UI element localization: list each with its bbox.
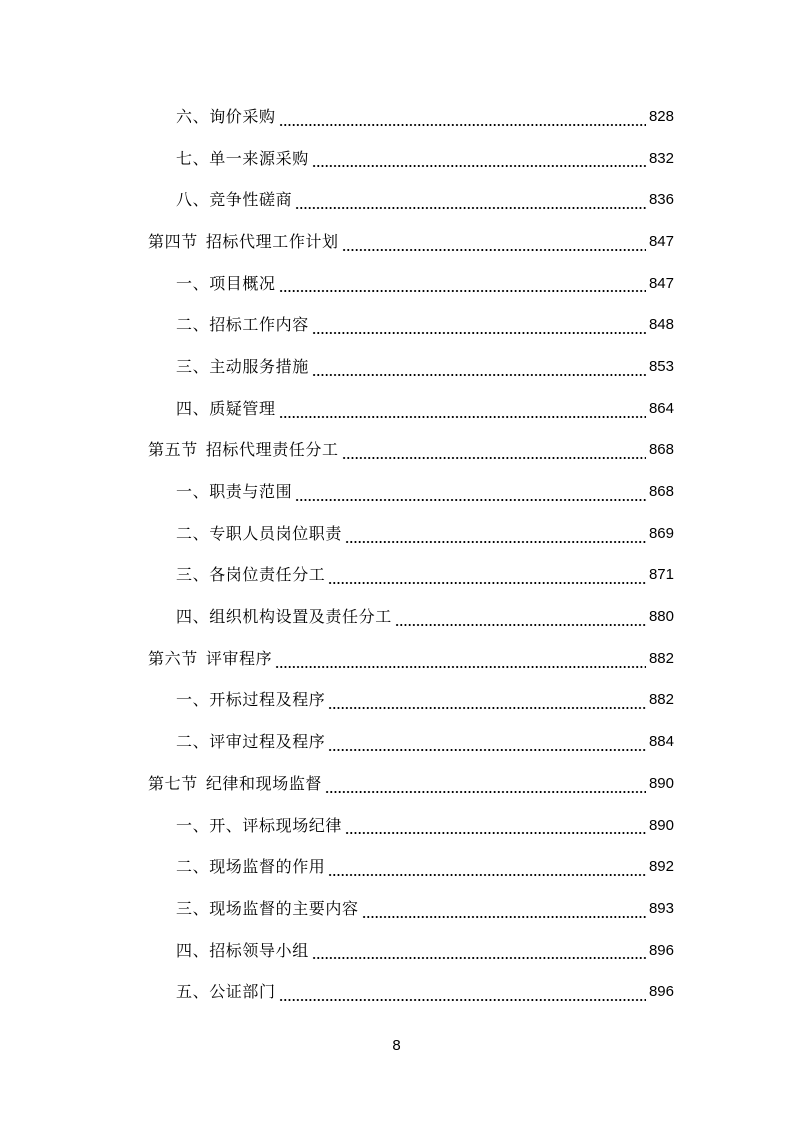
toc-entry[interactable] — [0, 471, 793, 513]
toc-entry[interactable] — [0, 846, 793, 888]
toc-section-number: 第四节 — [148, 231, 198, 251]
toc-entry-title: 二、专职人员岗位职责 — [176, 523, 343, 543]
toc-entry-title — [148, 774, 322, 794]
toc-entry-page: 890 — [648, 774, 674, 792]
toc-entry-title: 五、公证部门 — [176, 982, 276, 1002]
toc-section-title: 招标代理工作计划 — [205, 231, 339, 251]
toc-dot-leader — [312, 957, 646, 959]
toc-entry-title: 一、开、评标现场纪律 — [176, 815, 343, 835]
toc-entry-title: 三、主动服务措施 — [176, 356, 309, 376]
page-number: 8 — [392, 1037, 401, 1054]
toc-entry-page: 864 — [648, 399, 674, 417]
toc-dot-leader — [342, 457, 646, 459]
toc-entry-page: 832 — [648, 149, 674, 167]
toc-section-title: 评审程序 — [205, 648, 273, 668]
toc-section-entry[interactable] — [0, 221, 793, 263]
toc-dot-leader — [279, 999, 646, 1001]
toc-entry-title: 三、各岗位责任分工 — [176, 565, 326, 585]
toc-entry-page: 848 — [648, 316, 674, 334]
toc-entry-title: 二、评审过程及程序 — [176, 732, 326, 752]
toc-entry-page: 890 — [648, 816, 674, 834]
toc-entry[interactable] — [0, 388, 793, 430]
toc-dot-leader — [279, 290, 646, 292]
toc-entry-page: 893 — [648, 899, 674, 917]
toc-entry-title — [148, 440, 339, 460]
toc-dot-leader — [328, 749, 646, 751]
toc-entry[interactable] — [0, 513, 793, 555]
toc-entry-title: 一、职责与范围 — [176, 482, 293, 502]
toc-entry-page: 869 — [648, 524, 674, 542]
toc-entry-page: 892 — [648, 858, 674, 876]
toc-dot-leader — [345, 832, 646, 834]
toc-entry-title: 二、招标工作内容 — [176, 315, 309, 335]
toc-dot-leader — [279, 124, 646, 126]
toc-dot-leader — [395, 624, 646, 626]
toc-entry-title: 四、质疑管理 — [176, 398, 276, 418]
toc-entry-page: 880 — [648, 608, 674, 626]
toc-entry-page: 847 — [648, 232, 674, 250]
toc-section-number: 第六节 — [148, 648, 198, 668]
toc-entry-page: 882 — [648, 649, 674, 667]
toc-entry-page: 896 — [648, 983, 674, 1001]
table-of-contents — [0, 96, 793, 1013]
toc-section-number: 第七节 — [148, 773, 198, 793]
toc-entry-page: 896 — [648, 941, 674, 959]
toc-entry-page: 828 — [648, 107, 674, 125]
toc-entry[interactable] — [0, 555, 793, 597]
toc-entry-title: 七、单一来源采购 — [176, 148, 309, 168]
toc-entry-title: 四、组织机构设置及责任分工 — [176, 607, 392, 627]
toc-dot-leader — [275, 666, 646, 668]
toc-dot-leader — [295, 499, 646, 501]
toc-entry-page: 836 — [648, 191, 674, 209]
toc-dot-leader — [345, 541, 646, 543]
toc-section-title: 招标代理责任分工 — [205, 440, 339, 460]
toc-section-title: 纪律和现场监督 — [205, 773, 323, 793]
toc-entry[interactable] — [0, 96, 793, 138]
toc-entry[interactable] — [0, 263, 793, 305]
toc-dot-leader — [325, 791, 646, 793]
toc-entry[interactable] — [0, 346, 793, 388]
toc-section-entry[interactable] — [0, 430, 793, 472]
toc-dot-leader — [312, 332, 646, 334]
toc-entry-title: 四、招标领导小组 — [176, 940, 309, 960]
toc-section-entry[interactable] — [0, 638, 793, 680]
toc-section-number: 第五节 — [148, 440, 198, 460]
toc-entry-title: 一、项目概况 — [176, 273, 276, 293]
toc-entry-page: 868 — [648, 483, 674, 501]
toc-entry[interactable] — [0, 304, 793, 346]
toc-section-entry[interactable] — [0, 763, 793, 805]
toc-entry-page: 853 — [648, 357, 674, 375]
toc-dot-leader — [279, 416, 646, 418]
toc-entry[interactable] — [0, 138, 793, 180]
toc-entry-title: 二、现场监督的作用 — [176, 857, 326, 877]
toc-dot-leader — [295, 207, 646, 209]
toc-entry-page: 871 — [648, 566, 674, 584]
toc-entry-title: 八、竞争性磋商 — [176, 190, 293, 210]
toc-entry-page: 882 — [648, 691, 674, 709]
toc-entry-page: 847 — [648, 274, 674, 292]
toc-dot-leader — [328, 707, 646, 709]
toc-dot-leader — [312, 374, 646, 376]
toc-entry[interactable] — [0, 930, 793, 972]
toc-entry-title: 一、开标过程及程序 — [176, 690, 326, 710]
toc-entry[interactable] — [0, 971, 793, 1013]
toc-entry-title: 三、现场监督的主要内容 — [176, 898, 359, 918]
toc-entry[interactable] — [0, 596, 793, 638]
toc-entry-title — [148, 232, 339, 252]
toc-dot-leader — [328, 874, 646, 876]
toc-dot-leader — [342, 249, 646, 251]
toc-entry[interactable] — [0, 888, 793, 930]
toc-entry[interactable] — [0, 805, 793, 847]
toc-entry-page: 884 — [648, 733, 674, 751]
toc-entry[interactable] — [0, 721, 793, 763]
toc-dot-leader — [328, 582, 646, 584]
toc-entry-page: 868 — [648, 441, 674, 459]
toc-entry-title — [148, 649, 272, 669]
toc-entry[interactable] — [0, 179, 793, 221]
toc-entry[interactable] — [0, 680, 793, 722]
toc-entry-title: 六、询价采购 — [176, 106, 276, 126]
toc-dot-leader — [312, 165, 646, 167]
toc-dot-leader — [362, 916, 646, 918]
